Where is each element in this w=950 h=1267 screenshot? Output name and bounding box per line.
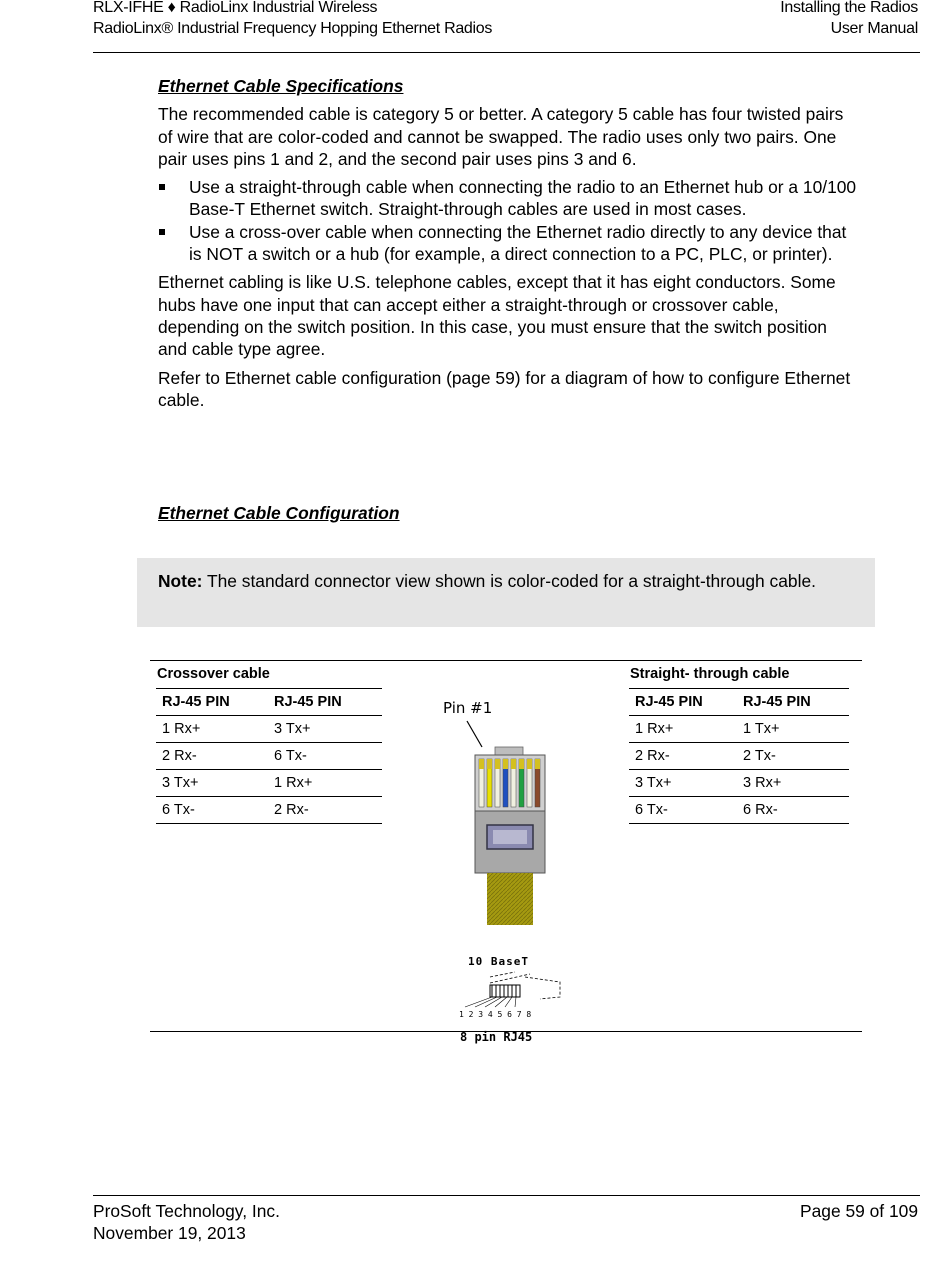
connector-window-inner [493, 830, 527, 844]
footer-date: November 19, 2013 [93, 1223, 246, 1243]
table-header-row [629, 689, 849, 716]
table-cell: 1 Rx+ [156, 716, 268, 743]
table-row [629, 743, 849, 770]
jack-leads [465, 997, 516, 1007]
intro-paragraph: The recommended cable is category 5 or better. A category 5 cable has four twisted pairs of wire that are color-coded and cannot be swapped. The radio uses only two pairs. One pair uses pins 1 and 2, and the second pair uses pins 3 and 6. [158, 104, 844, 169]
table-row [156, 770, 382, 797]
column-header: RJ-45 PIN [737, 689, 849, 716]
footer-page-number: Page 59 of 109 [800, 1201, 918, 1221]
section-title-configuration: Ethernet Cable Configuration [158, 503, 400, 523]
wire-contact-7 [527, 759, 532, 769]
header-product-line: RadioLinx® Industrial Frequency Hopping Ethernet Radios [93, 20, 493, 37]
header-doc-type: User Manual [830, 20, 918, 37]
pin1-label: Pin #1 [443, 699, 493, 717]
straight-caption: Straight- through cable [630, 666, 790, 682]
wire-contact-5 [511, 759, 516, 769]
jack-label: 8 pin RJ45 [460, 1030, 533, 1044]
rj45-connector-diagram [435, 687, 585, 1044]
reference-paragraph: Refer to Ethernet cable configuration (page 59) for a diagram of how to configure Ethernet cable. [158, 367, 851, 410]
cable-texture [487, 873, 533, 925]
table-cell: 6 Tx- [156, 797, 268, 824]
table-row [629, 770, 849, 797]
table-cell: 3 Tx+ [268, 716, 382, 743]
bullet-list [158, 176, 858, 265]
table-cell: 6 Tx- [268, 743, 382, 770]
crossover-caption: Crossover cable [157, 666, 270, 682]
header-product: RLX-IFHE ♦ RadioLinx Industrial Wireless [93, 0, 378, 16]
jack-pin-lines [492, 985, 516, 997]
table-cell: 6 Rx- [737, 797, 849, 824]
column-header: RJ-45 PIN [629, 689, 737, 716]
bullet-cross-over: Use a cross-over cable when connecting the Ethernet radio directly to any device that is NOT a switch or a hub (for example, a direct connection to a PC, PLC, or printer). [158, 221, 858, 266]
table-cell: 3 Tx+ [156, 770, 268, 797]
note-body: The standard connector view shown is color-coded for a straight-through cable. [202, 571, 816, 591]
section-cable-specifications [158, 75, 858, 411]
connector-latch [495, 747, 523, 755]
column-header: RJ-45 PIN [268, 689, 382, 716]
table-cell: 3 Tx+ [629, 770, 737, 797]
wire-contact-2 [487, 759, 492, 769]
note-box [137, 558, 875, 627]
pin-numbers: 1 2 3 4 5 6 7 8 [459, 1010, 532, 1019]
table-row [156, 797, 382, 824]
wire-contact-8 [535, 759, 540, 769]
pin1-pointer [467, 721, 482, 747]
connector-body [475, 755, 545, 811]
wire-contact-3 [495, 759, 500, 769]
bullet-straight-through: Use a straight-through cable when connecting the radio to an Ethernet hub or a 10/100 Base-T Ethernet switch. Straight-through cables are used in most cases. [158, 176, 858, 221]
table-row [629, 797, 849, 824]
column-header: RJ-45 PIN [156, 689, 268, 716]
table-row [156, 743, 382, 770]
table-cell: 2 Rx- [629, 743, 737, 770]
section-cable-configuration [158, 502, 858, 524]
table-cell: 3 Rx+ [737, 770, 849, 797]
wire-contact-6 [519, 759, 524, 769]
crossover-pin-table [156, 688, 382, 824]
footer-company: ProSoft Technology, Inc. [93, 1201, 280, 1221]
header-chapter: Installing the Radios [780, 0, 918, 16]
table-cell: 6 Tx- [629, 797, 737, 824]
note-label: Note: [158, 571, 203, 591]
cable-configuration-table [150, 660, 862, 1044]
note-text [158, 570, 858, 592]
table-cell: 1 Tx+ [737, 716, 849, 743]
straight-pin-table [629, 688, 849, 824]
wire-contact-4 [503, 759, 508, 769]
table-cell: 2 Rx- [268, 797, 382, 824]
table-row [156, 716, 382, 743]
wire-contact-1 [479, 759, 484, 769]
table-header-row [156, 689, 382, 716]
table-cell: 1 Rx+ [268, 770, 382, 797]
page-header [93, 0, 920, 53]
page-footer [93, 1195, 920, 1243]
table-cell: 2 Rx- [156, 743, 268, 770]
table-cell: 1 Rx+ [629, 716, 737, 743]
table-row [629, 716, 849, 743]
base-label: 10 BaseT [468, 955, 529, 968]
cabling-paragraph: Ethernet cabling is like U.S. telephone cables, except that it has eight conductors. Some hubs have one input that can accept either a straight-through or crossover cable, depending on the switch position. In this case, you must ensure that the switch position and cable type agree. [158, 272, 836, 360]
table-cell: 2 Tx- [737, 743, 849, 770]
section-title-specifications: Ethernet Cable Specifications [158, 76, 404, 96]
